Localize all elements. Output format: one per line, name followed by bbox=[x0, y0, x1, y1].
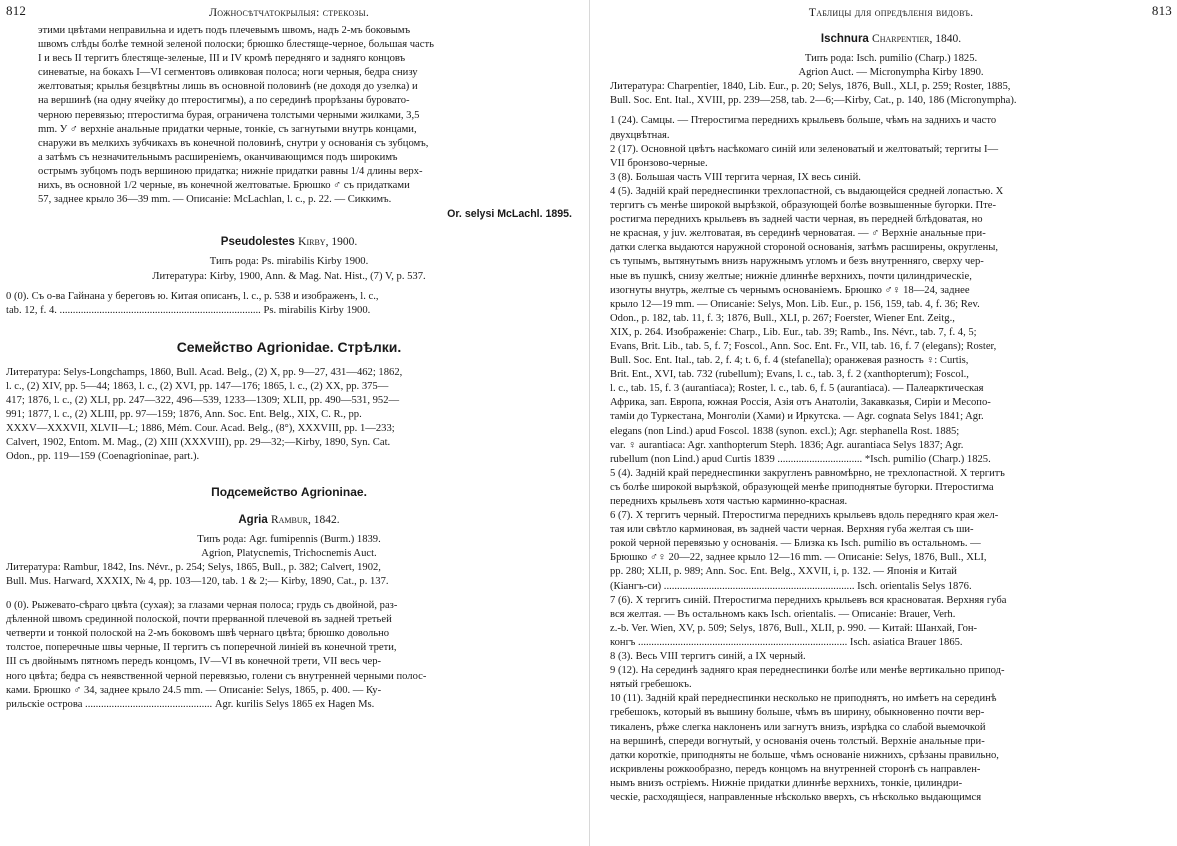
key-line: 4 (5). Задній край переднеспинки трехлопастной, съ выдающейся средней лопастью. X bbox=[610, 185, 1004, 197]
text-line: нихъ, въ основной 1/2 черные, въ конечной желтоватые. Брюшко ♂ съ придатками bbox=[38, 180, 410, 192]
key-line: тая или свѣтло карминовая, въ задней части черная. Верхняя губа желтая съ ши- bbox=[610, 524, 974, 536]
key-line: двухцвѣтная. bbox=[610, 129, 670, 141]
gutter bbox=[589, 0, 590, 846]
key-line: pp. 280; XLII, p. 989; Ann. Soc. Ent. Belg., XXVII, i, p. 132. — Японія и Китай bbox=[610, 566, 957, 578]
literature-line: Odon., pp. 119—159 (Coenagrioninae, part.). bbox=[6, 451, 200, 463]
genus-type: Типъ рода: Ps. mirabilis Kirby 1900. bbox=[209, 256, 369, 268]
key-line: Evans, Brit. Lib., tab. 5, f. 7; Foscol., Ann. Soc. Ent. Fr., VII, tab. 16, f. 7 (elegans); Roster, bbox=[610, 340, 997, 352]
literature-line: Bull. Mus. Harward, XXXIX, № 4, pp. 103—120, tab. 1 & 2;— Kirby, 1890, Cat., p. 137. bbox=[6, 576, 389, 587]
literature-line: XXXV—XXXVII, XLVII—L; 1886, Mém. Cour. Acad. Belg., (8°), XXXVIII, pp. 1—233; bbox=[6, 423, 395, 435]
key-line: конгъ ............................................................................... Isch. asiatica Brauer 1865. bbox=[610, 636, 963, 648]
literature-line: 991; 1877, l. c., (2) XLIII, pp. 97—159; 1876, Ann. Soc. Ent. Belg., XIX, C. R., pp. bbox=[6, 409, 362, 421]
text-line: mm. У ♂ верхніе анальные придатки черные, тонкіе, съ загнутыми внутрь концами, bbox=[38, 123, 417, 135]
key-line: ростигма переднихъ крыльевъ въ задней части черная, въ передней блѣдоватая, но bbox=[610, 214, 983, 226]
genus-heading-ischnura bbox=[610, 32, 1172, 46]
key-line: Африка, зап. Европа, южная Россія, Азія отъ Анатоліи, Закавказья, Сиріи и Месопо- bbox=[610, 397, 991, 409]
key-line: var. ♀ aurantiaca: Agr. xanthopterum Steph. 1836; Agr. aurantiaca Selys 1837; Agr. bbox=[610, 439, 964, 451]
key-line: тергитъ съ менѣе широкой вырѣзкой, образующей болѣе возвышенные бугорки. Пте- bbox=[610, 200, 997, 212]
text-line: синеватые, на бокахъ I—VI сегментовъ оливковая полоса; ноги черныя, бедра снизу bbox=[38, 67, 418, 79]
genus-synonyms: Agrion, Platycnemis, Trichocnemis Auct. bbox=[201, 547, 377, 559]
literature-line: Литература: Selys-Longchamps, 1860, Bull. Acad. Belg., (2) X, pp. 9—27, 431—462; 1862, bbox=[6, 366, 403, 378]
left-running-title: Ложносѣтчатокрылыя: стрекозы. bbox=[208, 5, 370, 19]
key-line: крыло 12—19 mm. — Описаніе: Selys, Mon. Lib. Eur., p. 156, 159, tab. 4, f. 36; Rev. bbox=[610, 298, 980, 310]
key-line: четверти и тонкой полоской на 2-мъ боковомъ швѣ чернаго цвѣта; брюшко довольно bbox=[6, 628, 390, 640]
key-line: (Кіангъ-си) ........................................................................ Isch. orientalis Selys 1876. bbox=[610, 580, 972, 592]
text-line: снаружи въ мелкихъ зубчикахъ въ конечной половинѣ, снутри у основанія съ зубцомъ, bbox=[38, 137, 429, 149]
key-line: рильскіе острова ................................................ Agr. kurilis Selys 1865 ex Hagen Ms. bbox=[6, 698, 375, 710]
text-line: 57, заднее крыло 36—39 mm. — Описаніе: McLachlan, l. c., p. 22. — Сиккимъ. bbox=[38, 194, 392, 206]
text-line: острымъ зубцомъ подъ вершиною придатка; нижніе придатки равны 1/4 длины верх- bbox=[38, 165, 423, 177]
key-line: Bull. Soc. Ent. Ital., tab. 2, f. 4; t. 6, f. 4 (stefanella); оранжевая разность ♀: Curtis, bbox=[610, 355, 969, 367]
key-line: вся желтая. — Въ остальномъ какъ Isch. orientalis. — Описаніе: Brauer, Verh. bbox=[610, 608, 956, 620]
literature-line: Литература: Rambur, 1842, Ins. Névr., p. 254; Selys, 1865, Bull., p. 382; Calvert, 1902, bbox=[6, 561, 381, 573]
literature-line: 417; 1876, l. c., (2) XLI, pp. 247—322, 496—539, 1233—1309; XLII, pp. 490—531, 952— bbox=[6, 395, 400, 407]
genus-literature bbox=[6, 561, 572, 589]
key-line: таміи до Туркестана, Монголіи (Хами) и Иркутска. — Agr. cognata Selys 1841; Agr. bbox=[610, 411, 984, 423]
text-line: швомъ слѣды болѣе темной зеленой полоски; брюшко блестяще-черное, большая часть bbox=[38, 39, 434, 51]
key-line: Brit. Ent., XVI, tab. 732 (rubellum); Evans, l. c., tab. 3, f. 2 (xanthopterum); Foscol., bbox=[610, 369, 969, 381]
genus-literature bbox=[610, 80, 1172, 108]
key-line: 10 (11). Задній край переднеспинки несколько не приподнятъ, но имѣетъ на серединѣ bbox=[610, 693, 997, 705]
genus-synonyms: Agrion Auct. — Micronympha Kirby 1890. bbox=[798, 67, 984, 79]
key-line: съ тупымъ, вытянутымъ внизъ наружнымъ угломъ и безъ внутренняго, сверху чер- bbox=[610, 256, 984, 268]
genus-name: Pseudolestes bbox=[220, 236, 295, 249]
text-line: черною перевязью; птеростигма бурая, ограничена толстыми черными жилками, 3,5 bbox=[38, 109, 420, 121]
right-page bbox=[610, 0, 1172, 846]
text-line: желтоватыя; крылья безцвѣтны лишь въ основной половинѣ (не доходя до узелка) и bbox=[38, 81, 418, 93]
key-line: переднихъ крыльевъ хотя частью карминно-красная. bbox=[610, 496, 848, 507]
key-line: дѣленной швомъ срединной полоской, почти прерванной плечевой въ задней третьей bbox=[6, 614, 392, 626]
key-line: гребешокъ, который въ вышину больше, чѣмъ въ ширину, обыкновенно почти вер- bbox=[610, 707, 985, 719]
genus-heading-pseudolestes bbox=[6, 235, 572, 249]
genus-name: Ischnura bbox=[820, 33, 869, 45]
literature-line: Calvert, 1902, Entom. M. Mag., (2) XIII (XXXVIII), pp. 29—32;—Kirby, 1890, Syn. Cat. bbox=[6, 437, 391, 449]
key-line: VII бронзово-черные. bbox=[610, 157, 708, 169]
genus-literature: Литература: Kirby, 1900, Ann. & Mag. Nat. Hist., (7) V, p. 537. bbox=[152, 270, 426, 282]
genus-heading-agria bbox=[6, 513, 572, 527]
genus-type: Типъ рода: Isch. pumilio (Charp.) 1825. bbox=[804, 53, 978, 65]
left-page-number: 812 bbox=[6, 3, 27, 18]
key-line: 8 (3). Весь VIII тергитъ синій, а IX черный. bbox=[610, 651, 806, 663]
left-running-head bbox=[6, 4, 572, 24]
key-line: ческіе, расходящіеся, направленные нѣсколько вверхъ, съ нѣсколько выдающимся bbox=[610, 791, 982, 803]
genus-key bbox=[6, 290, 572, 318]
intro-paragraph bbox=[6, 24, 572, 207]
literature-line: Bull. Soc. Ent. Ital., XVIII, pp. 239—258, tab. 2—6;—Kirby, Cat., p. 140, 186 (Micronympha). bbox=[610, 95, 1017, 107]
text-line: а затѣмъ съ незначительнымъ расширеніемъ, оканчивающимся подъ широкимъ bbox=[38, 151, 398, 163]
key-line: не красная, у juv. желтоватая, въ серединѣ черноватая. — ♂ Верхніе анальные при- bbox=[610, 228, 986, 240]
family-literature bbox=[6, 366, 572, 465]
key-line: ного цвѣта; бедра съ неявственной черной перевязью, голени съ внутренней черными полос- bbox=[6, 670, 427, 682]
key-line: Odon., p. 182, tab. 11, f. 3; 1876, Bull., XLI, p. 267; Foerster, Wiener Ent. Zeitg., bbox=[610, 312, 955, 324]
key-line: 0 (0). Рыжевато-сѣраго цвѣта (сухая); за глазами черная полоса; грудь съ двойной, раз- bbox=[6, 600, 398, 612]
genus-key bbox=[6, 599, 572, 712]
literature-line: l. c., (2) XIV, pp. 5—44; 1863, l. c., (2) XVI, pp. 147—176; 1865, l. c., (2) XX, pp. 375— bbox=[6, 380, 389, 392]
key-line: XIX, p. 264. Изображеніе: Charp., Lib. Eur., tab. 39; Ramb., Ins. Névr., tab. 7, f. 4, 5; bbox=[610, 326, 977, 338]
key-line: на вершинѣ, спереди вогнутый, у основанія очень толстый. Верхніе анальные при- bbox=[610, 735, 985, 747]
key-line: 3 (8). Большая часть VIII тергита черная, IX весь синій. bbox=[610, 171, 861, 183]
key-line: Брюшко ♂♀ 20—22, заднее крыло 12—16 mm. — Описаніе: Selys, 1876, Bull., XLI, bbox=[610, 552, 987, 564]
right-running-title: Таблицы для опредѣленія видовъ. bbox=[808, 5, 974, 19]
subfamily-heading: Подсемейство Agrioninae. bbox=[211, 484, 367, 499]
key-line: l. c., tab. 15, f. 3 (aurantiaca); Roster, l. c., tab. 6, f. 5 (aurantiaca). — Палеарктическая bbox=[610, 383, 984, 395]
key-line: нятый гребешокъ. bbox=[610, 679, 692, 691]
species-end-label: Or. selysi McLachl. 1895. bbox=[447, 208, 572, 221]
key-line: искривлены рожкообразно, передъ концомъ на внутренней сторонѣ съ направлен- bbox=[610, 763, 981, 775]
key-line: ками. Брюшко ♂ 34, заднее крыло 24.5 mm. — Описаніе: Selys, 1865, p. 400. — Ку- bbox=[6, 684, 382, 696]
genus-author: Charpentier, 1840. bbox=[872, 33, 962, 45]
key-line: нымъ внизъ остріемъ. Нижніе придатки длиннѣе верхнихъ, тонкіе, цилиндри- bbox=[610, 777, 963, 789]
right-running-head bbox=[610, 4, 1172, 24]
key-line: 2 (17). Основной цвѣтъ насѣкомаго синій или зеленоватый и желтоватый; тергиты I— bbox=[610, 143, 999, 155]
text-line: I и весь II тергитъ блестяще-зеленые, III и IV кромѣ передняго и задняго концовъ bbox=[38, 53, 406, 65]
key-line: съ болѣе широкой вырѣзкой, образующей менѣе приподнятые бугорки. Птеростигма bbox=[610, 481, 994, 493]
genus-author: Rambur, 1842. bbox=[270, 513, 340, 526]
key-line: 6 (7). X тергитъ черный. Птеростигма переднихъ крыльевъ вдоль передняго края жел- bbox=[610, 510, 999, 522]
text-line: этими цвѣтами неправильна и идетъ подъ плечевымъ швомъ, надъ 2-мъ боковымъ bbox=[38, 25, 411, 36]
key-line: z.-b. Ver. Wien, XV, p. 509; Selys, 1876, Bull., XLII, p. 990. — Китай: Шанхай, Гон- bbox=[610, 622, 978, 634]
key-line: тикаленъ, рѣже слегка наклоненъ или загнутъ внизъ, изрѣдка со слабой выемочкой bbox=[610, 721, 986, 733]
genus-name: Agria bbox=[238, 513, 268, 526]
literature-line: Литература: Charpentier, 1840, Lib. Eur., p. 20; Selys, 1876, Bull., XLI, p. 259; Roster, 1885, bbox=[610, 81, 1011, 93]
species-key bbox=[610, 114, 1172, 805]
text-line: на вершинѣ (на одну ячейку до птеростигмы), а по серединѣ прорѣзаны буровато- bbox=[38, 95, 410, 107]
key-line: tab. 12, f. 4. ............................................................................ Ps. mirabilis Kirby 1900. bbox=[6, 304, 371, 316]
key-line: ные въ пушкѣ, снизу желтые; нижніе длиннѣе верхнихъ, почти цилиндрическіе, bbox=[610, 270, 972, 282]
key-line: elegans (non Lind.) apud Foscol. 1838 (synon. excl.); Agr. stephanella Rost. 1885; bbox=[610, 425, 960, 437]
key-line: датки короткіе, приподняты не больше, чѣмъ основаніе нижнихъ, срѣзаны правильно, bbox=[610, 749, 999, 761]
key-line: 0 (0). Съ о-ва Гайнана у береговъ ю. Китая описанъ, l. c., p. 538 и изображенъ, l. c., bbox=[6, 290, 379, 302]
family-heading: Семейство Agrionidae. Стрѣлки. bbox=[176, 338, 402, 355]
key-line: III съ двойнымъ пятномъ передъ концомъ, IV—VI въ конечной трети, VII весь чер- bbox=[6, 656, 382, 668]
key-line: 7 (6). X тергитъ синій. Птеростигма переднихъ крыльевъ вся красноватая. Верхняя губа bbox=[610, 594, 1007, 606]
key-line: 5 (4). Задній край переднеспинки закругленъ равномѣрно, не трехлопастной. X тергитъ bbox=[610, 467, 1005, 479]
key-line: толстое, поперечные швы черные, II тергитъ съ поперечной линіей въ конечной трети, bbox=[6, 642, 397, 654]
right-page-number: 813 bbox=[1151, 3, 1172, 18]
key-line: 1 (24). Самцы. — Птеростигма переднихъ крыльевъ больше, чѣмъ на заднихъ и часто bbox=[610, 115, 997, 127]
key-line: изогнуты внутрь, желтые съ чернымъ основаніемъ. Брюшко ♂♀ 18—24, заднее bbox=[610, 284, 970, 296]
left-page bbox=[6, 0, 572, 846]
key-line: датки слегка выдаются наружной стороной основанія, затѣмъ расширены, округлены, bbox=[610, 242, 999, 254]
genus-type: Типъ рода: Agr. fumipennis (Burm.) 1839. bbox=[197, 533, 381, 545]
genus-author: Kirby, 1900. bbox=[298, 236, 358, 249]
key-line: рокой черной перевязью у основанія. — Близка къ Isch. pumilio въ остальномъ. — bbox=[610, 538, 981, 550]
key-line: rubellum (non Lind.) apud Curtis 1839 ................................ *Isch. pumilio (Charp.) 1825. bbox=[610, 453, 991, 465]
key-line: 9 (12). На серединѣ задняго края переднеспинки болѣе или менѣе вертикально припод- bbox=[610, 665, 1005, 677]
